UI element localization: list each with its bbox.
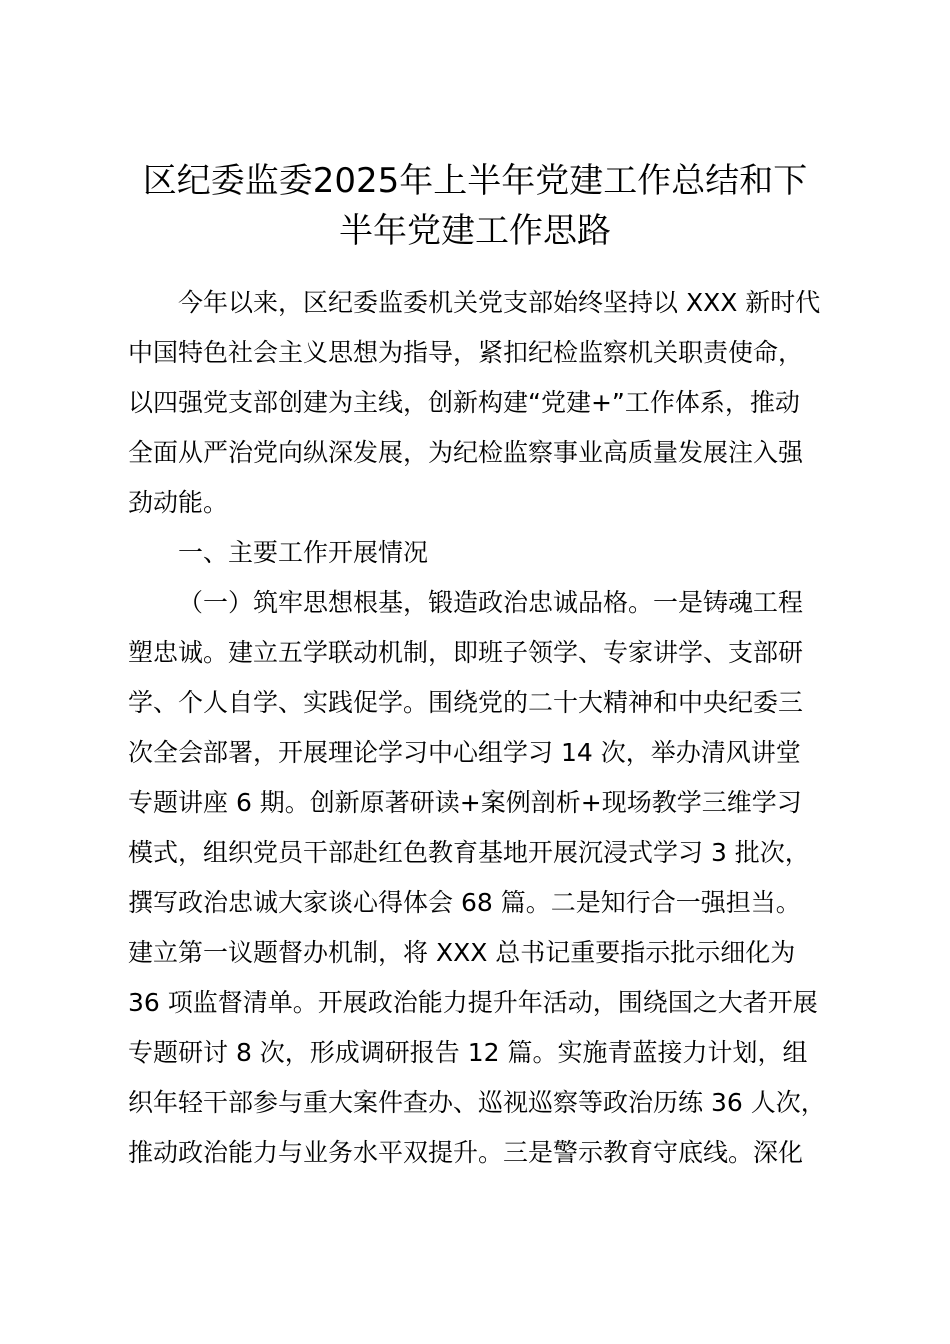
paragraph-line: 专题研讨 8 次，形成调研报告 12 篇。实施青蓝接力计划，组 [128, 1038, 808, 1067]
paragraph-line: 撰写政治忠诚大家谈心得体会 68 篇。二是知行合一强担当。 [128, 888, 801, 917]
paragraph-line: 塑忠诚。建立五学联动机制，即班子领学、专家讲学、支部研 [128, 638, 804, 667]
paragraph-line: 36 项监督清单。开展政治能力提升年活动，围绕国之大者开展 [128, 988, 818, 1017]
paragraph-line: 劲动能。 [128, 488, 229, 517]
paragraph-line: 建立第一议题督办机制，将 XXX 总书记重要指示批示细化为 [128, 938, 796, 967]
paragraph-line: 中国特色社会主义思想为指导，紧扣纪检监察机关职责使命， [128, 338, 804, 367]
document-title-line-1: 区纪委监委2025年上半年党建工作总结和下 [142, 161, 808, 201]
section-heading: 一、主要工作开展情况 [178, 538, 429, 567]
paragraph-line: （一）筑牢思想根基，锻造政治忠诚品格。一是铸魂工程 [178, 588, 804, 617]
paragraph-line: 织年轻干部参与重大案件查办、巡视巡察等政治历练 36 人次， [128, 1088, 826, 1117]
document-title-line-2: 半年党建工作思路 [339, 211, 611, 251]
paragraph-line: 学、个人自学、实践促学。围绕党的二十大精神和中央纪委三 [128, 688, 804, 717]
paragraph-line: 全面从严治党向纵深发展，为纪检监察事业高质量发展注入强 [128, 438, 804, 467]
paragraph-line: 今年以来，区纪委监委机关党支部始终坚持以 XXX 新时代 [178, 288, 821, 317]
paragraph-line: 推动政治能力与业务水平双提升。三是警示教育守底线。深化 [128, 1138, 804, 1167]
paragraph-line: 模式，组织党员干部赴红色教育基地开展沉浸式学习 3 批次， [128, 838, 810, 867]
paragraph-line: 次全会部署，开展理论学习中心组学习 14 次，举办清风讲堂 [128, 738, 801, 767]
paragraph-line: 以四强党支部创建为主线，创新构建“党建+”工作体系，推动 [128, 388, 800, 417]
paragraph-line: 专题讲座 6 期。创新原著研读+案例剖析+现场教学三维学习 [128, 788, 802, 817]
